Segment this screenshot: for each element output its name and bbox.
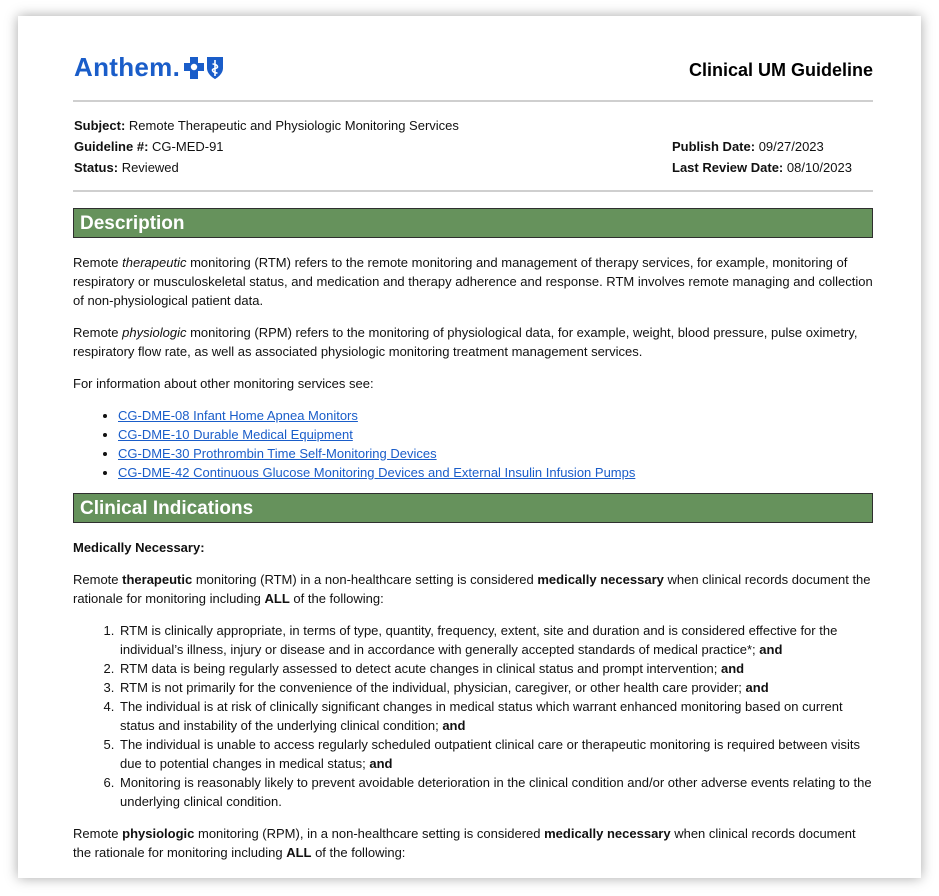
rpm-definition-paragraph: Remote physiologic monitoring (RPM) refers to the monitoring of physiological data, for example, weight, blood pressure, pulse oximetry, respiratory flow rate, as well as associated physiologic monitoring treatment management services. [73, 325, 858, 359]
review-date-label: Last Review Date: [672, 160, 784, 175]
link-cg-dme-30[interactable]: CG-DME-30 Prothrombin Time Self-Monitoring Devices [118, 446, 437, 461]
guideline-number-value: CG-MED-91 [152, 139, 224, 154]
list-item [118, 463, 873, 482]
guideline-number-label: Guideline #: [74, 139, 149, 154]
list-item: 3. RTM is not primarily for the convenience of the individual, physician, caregiver, or other health care provider; and [118, 678, 873, 697]
status-value: Reviewed [121, 160, 179, 175]
list-item: 1. RTM is clinically appropriate, in terms of type, quantity, frequency, extent, site and duration and is considered effective for the individual’s illness, injury or disease and in accordance with generally accepted standards of medical practice*; and [118, 621, 873, 659]
document-content [73, 16, 873, 862]
document-header [73, 16, 873, 100]
blue-cross-blue-shield-icon [183, 55, 225, 81]
review-date-value: 08/10/2023 [786, 160, 852, 175]
list-item [118, 425, 873, 444]
list-item [118, 406, 873, 425]
medically-necessary-subheading: Medically Necessary: [73, 540, 205, 555]
list-item: 4. The individual is at risk of clinically significant changes in medical status which warrant enhanced monitoring based on current status and instability of the underlying clinical condition; and [118, 697, 873, 735]
document-page [18, 16, 921, 878]
metadata-divider [73, 190, 873, 192]
description-heading: Description [73, 208, 873, 238]
link-cg-dme-10[interactable]: CG-DME-10 Durable Medical Equipment [118, 427, 353, 442]
status-label: Status: [74, 160, 119, 175]
subject-value: Remote Therapeutic and Physiologic Monitoring Services [128, 118, 459, 133]
link-cg-dme-08[interactable]: CG-DME-08 Infant Home Apnea Monitors [118, 408, 358, 423]
related-guidelines-list [73, 406, 873, 482]
subject-row [74, 118, 459, 133]
logo-wordmark: Anthem. [74, 52, 181, 82]
list-item [118, 444, 873, 463]
other-services-intro: For information about other monitoring services see: [73, 376, 374, 391]
subject-label: Subject: [74, 118, 126, 133]
rtm-criteria-intro: Remote therapeutic monitoring (RTM) in a non-healthcare setting is considered medically necessary when clinical records document the rationale for monitoring including ALL of the following: [73, 572, 871, 606]
guideline-metadata [73, 102, 873, 190]
status-row [74, 160, 179, 175]
anthem-logo [74, 52, 225, 83]
rtm-definition-paragraph: Remote therapeutic monitoring (RTM) refers to the remote monitoring and management of therapy services, for example, monitoring of respiratory or musculoskeletal status, and medication and therapy adherence and response. RTM involves remote managing and collection of non-physiological patient data. [73, 255, 873, 308]
guideline-number-row [74, 139, 224, 154]
rpm-criteria-intro: Remote physiologic monitoring (RPM), in a non-healthcare setting is considered medically necessary when clinical records document the rationale for monitoring including ALL of the following: [73, 826, 856, 860]
publish-date-value: 09/27/2023 [758, 139, 824, 154]
clinical-indications-heading: Clinical Indications [73, 493, 873, 523]
publish-date-label: Publish Date: [672, 139, 756, 154]
document-type-title: Clinical UM Guideline [688, 60, 873, 80]
list-item: 5. The individual is unable to access regularly scheduled outpatient clinical care or therapeutic monitoring is required between visits due to potential changes in medical status; and [118, 735, 873, 773]
rtm-criteria-list [73, 621, 873, 811]
link-cg-dme-42[interactable]: CG-DME-42 Continuous Glucose Monitoring Devices and External Insulin Infusion Pumps [118, 465, 636, 480]
list-item: 6. Monitoring is reasonably likely to prevent avoidable deterioration in the clinical condition and/or other adverse events relating to the underlying clinical condition. [118, 773, 873, 811]
list-item: 2. RTM data is being regularly assessed to detect acute changes in clinical status and prompt intervention; and [118, 659, 873, 678]
review-date-row [672, 160, 852, 175]
publish-date-row [672, 139, 824, 154]
